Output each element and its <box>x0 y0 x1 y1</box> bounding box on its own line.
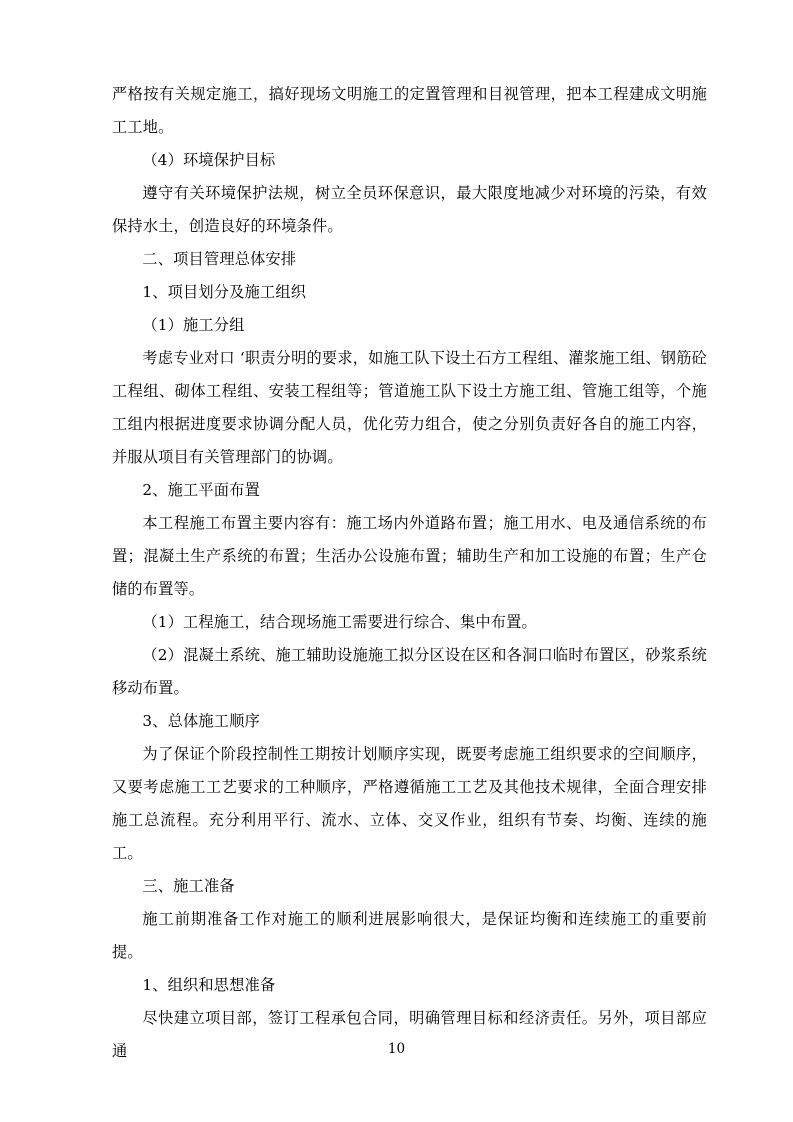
paragraph: 考虑专业对口 ‘职责分明的要求，如施工队下设土石方工程组、灌浆施工组、钢筋砼工程组、砌体工程组、安装工程组等；管道施工队下设土方施工组、管施工组等，个施工组内根据进度要求协调分配人员，优化劳力组合，使之分别负责好各自的施工内容，并服从项目有关管理部门的协调。 <box>112 349 707 466</box>
document-body <box>112 78 707 1068</box>
paragraph: 本工程施工布置主要内容有：施工场内外道路布置；施工用水、电及通信系统的布置；混凝土生产系统的布置；生活办公设施布置；辅助生产和加工设施的布置；生产仓储的布置等。 <box>112 514 707 598</box>
paragraph: 尽快建立项目部，签订工程承包合同，明确管理目标和经济责任。另外，项目部应通 <box>112 1009 707 1060</box>
page-number: 10 <box>387 1041 406 1057</box>
paragraph: （1）工程施工，结合现场施工需要进行综合、集中布置。 <box>142 613 537 631</box>
paragraph: 施工前期准备工作对施工的顺利进展影响很大，是保证均衡和连续施工的重要前提。 <box>112 910 707 961</box>
paragraph: 1、项目划分及施工组织 <box>142 283 307 301</box>
paragraph: 三、施工准备 <box>142 877 235 895</box>
paragraph: 3、总体施工顺序 <box>142 712 260 730</box>
paragraph: （2）混凝土系统、施工辅助设施施工拟分区设在区和各洞口临时布置区，砂浆系统移动布置。 <box>112 646 707 697</box>
paragraph: 为了保证个阶段控制性工期按计划顺序实现，既要考虑施工组织要求的空间顺序，又要考虑施工工艺要求的工种顺序，严格遵循施工工艺及其他技术规律，全面合理安排施工总流程。充分利用平行、流水、立体、交叉作业，组织有节奏、均衡、连续的施工。 <box>112 745 707 862</box>
paragraph: （4）环境保护目标 <box>142 151 276 169</box>
paragraph: （1）施工分组 <box>142 316 245 334</box>
paragraph: 二、项目管理总体安排 <box>142 250 297 268</box>
paragraph: 1、组织和思想准备 <box>142 976 276 994</box>
paragraph: 2、施工平面布置 <box>142 481 260 499</box>
paragraph: 严格按有关规定施工，搞好现场文明施工的定置管理和目视管理，把本工程建成文明施工工地。 <box>112 85 707 136</box>
paragraph: 遵守有关环境保护法规，树立全员环保意识，最大限度地减少对环境的污染，有效保持水土，创造良好的环境条件。 <box>112 184 707 235</box>
